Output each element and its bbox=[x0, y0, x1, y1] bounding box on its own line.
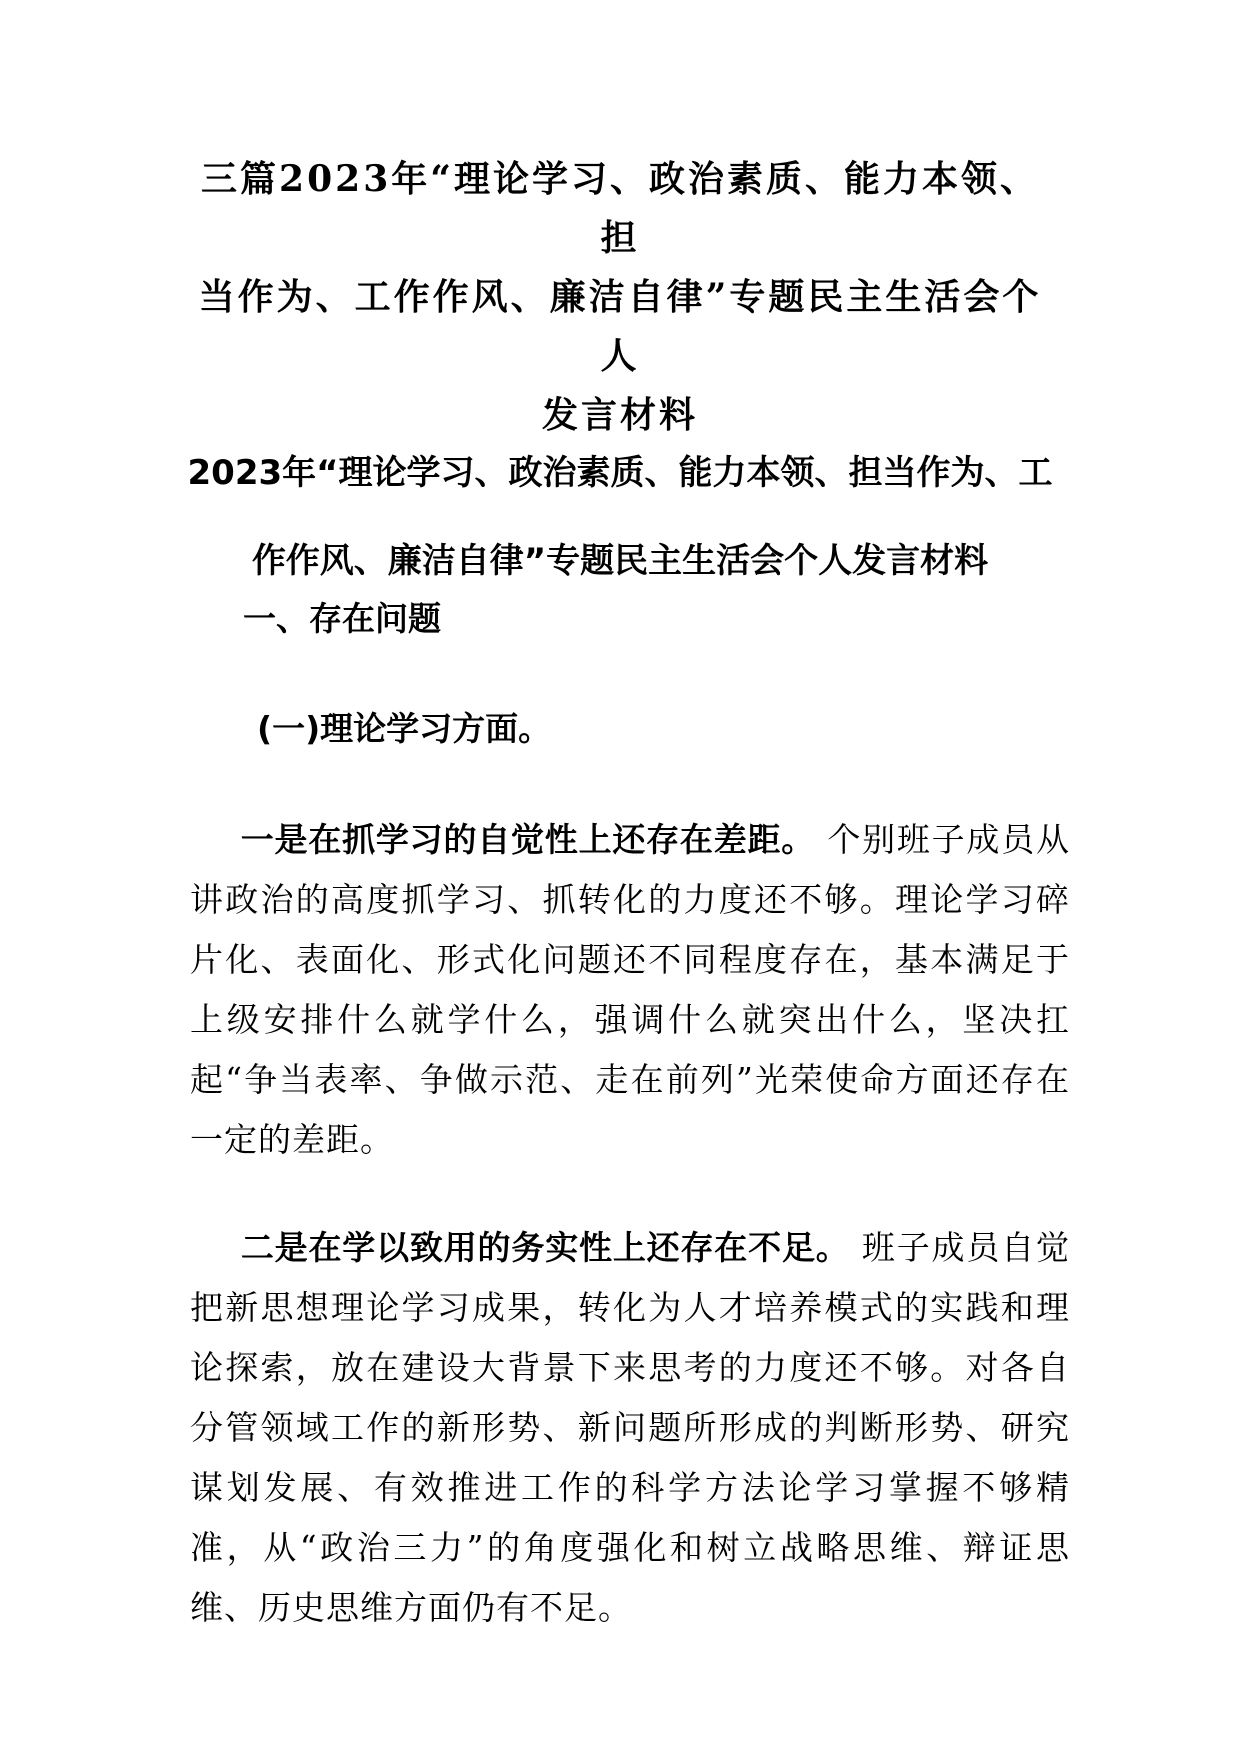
section-heading: 一、存在问题 bbox=[243, 599, 441, 638]
document-title-line: 三篇2023年“理论学习、政治素质、能力本领、担 bbox=[201, 158, 1039, 259]
document-title-line: 当作为、工作作风、廉洁自律”专题民主生活会个人 bbox=[198, 276, 1042, 377]
paragraph bbox=[190, 810, 1070, 1170]
paragraph-body: 班子成员自觉把新思想理论学习成果，转化为人才培养模式的实践和理论探索，放在建设大背景下来思考的力度还不够。对各自分管领域工作的新形势、新问题所形成的判断形势、研究谋划发展、有效推进工作的科学方法论学习掌握不够精准，从“政治三力”的角度强化和树立战略思维、辩证思维、历史思维方面仍有不足。 bbox=[190, 1228, 1071, 1627]
article-title-line: 2023年“理论学习、政治素质、能力本领、担当作为、工 bbox=[187, 453, 1053, 493]
subsection-heading: (一)理论学习方面。 bbox=[257, 709, 552, 748]
document-title bbox=[190, 150, 1050, 445]
paragraph-lead: 一是在抓学习的自觉性上还存在差距。 bbox=[240, 820, 816, 859]
document-title-line: 发言材料 bbox=[541, 394, 698, 436]
paragraph-lead: 二是在学以致用的务实性上还存在不足。 bbox=[240, 1228, 850, 1267]
paragraph bbox=[190, 1218, 1070, 1638]
paragraph-body: 个别班子成员从讲政治的高度抓学习、抓转化的力度还不够。理论学习碎片化、表面化、形式化问题还不同程度存在，基本满足于上级安排什么就学什么，强调什么就突出什么，坚决扛起“争当表率、争做示范、走在前列”光荣使命方面还存在一定的差距。 bbox=[190, 820, 1070, 1159]
article-title-line: 作作风、廉洁自律”专题民主生活会个人发言材料 bbox=[251, 541, 989, 581]
